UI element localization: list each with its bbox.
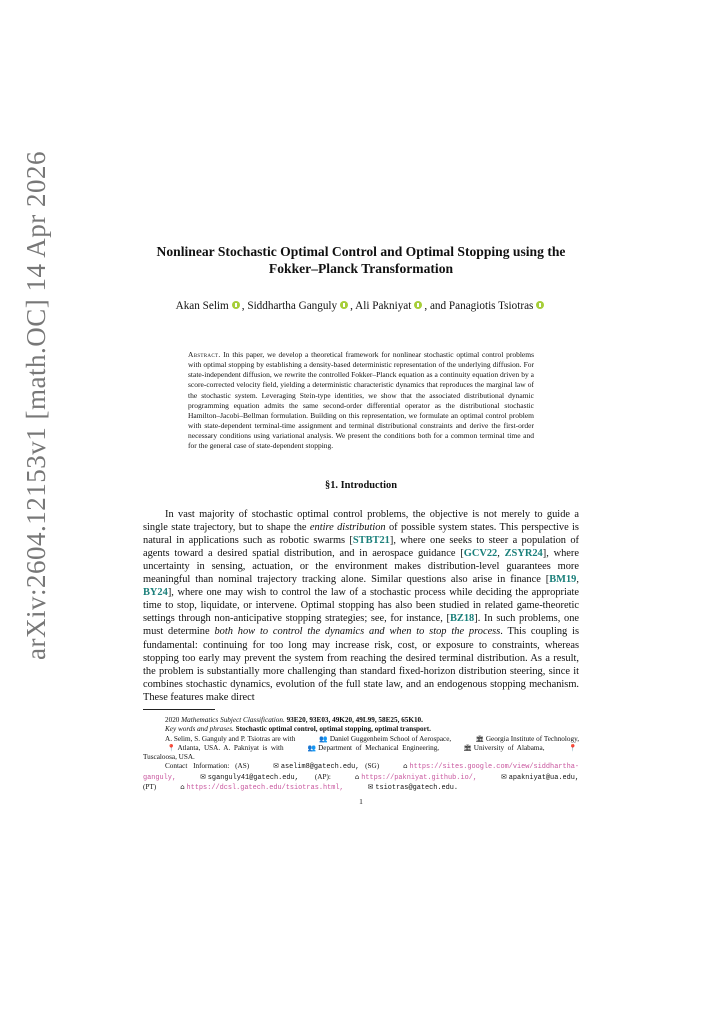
citation-link[interactable]: BM19 <box>549 574 577 586</box>
title-line-1: Nonlinear Stochastic Optimal Control and Optimal Stopping using the <box>156 244 566 259</box>
section-heading: §1. Introduction <box>325 479 397 491</box>
affiliation-footnote: A. Selim, S. Ganguly and P. Tsiotras are with 👥 Daniel Guggenheim School of Aerospace, 🏛 Georgia Institute of Technology,📍 Atlanta, USA. A. Pakniyat is with 👥 Department of Mechanical Engineering, 🏛 University of Alabama, 📍Tuscaloosa, USA. <box>143 734 580 762</box>
author-name: Siddhartha Ganguly <box>247 300 338 312</box>
footnote-rule <box>143 709 215 710</box>
intro-paragraph: In vast majority of stochastic optimal control problems, the objective is not merely to guide a single state trajectory, but to shape the entire distribution of possible system states. This perspective is natural in applications such as robotic swarms [STBT21], where one seeks to steer a population of agents toward a desired spatial distribution, and in aerospace guidance [GCV22, ZSYR24], where uncertainty in sensing, actuation, or the environment makes distribution-level guarantees more meaningful than nominal trajectory tracking alone. Similar questions also arise in finance [BM19, BY24], where one may wish to control the law of a stochastic process while deciding the appropriate time to stop, liquidate, or intervene. Optimal stopping has also been studied in related game-theoretic settings through non-anticipative stopping strategies; see, for instance, [BZ18]. In such problems, one must determine both how to control the dynamics and when to stop the process. This coupling is fundamental: continuing for too long may increase risk, cost, or exposure to constraints, whereas stopping too early may prevent the system from reaching the desired terminal distribution. As a result, the problem is substantially more challenging than standard fixed-horizon distribution steering, since it combines stochastic dynamics, evolution of the full state law, and an endogenous stopping mechanism. These features make direct <box>143 508 579 703</box>
email-link[interactable]: apakniyat@ua.edu, <box>508 773 579 782</box>
home-icon: ⌂ <box>354 772 360 781</box>
orcid-icon[interactable] <box>536 301 544 309</box>
author-name: Ali Pakniyat <box>355 300 412 312</box>
home-icon: ⌂ <box>180 783 185 792</box>
citation-link[interactable]: BY24 <box>143 587 168 599</box>
home-icon: ⌂ <box>403 762 408 771</box>
footnotes <box>143 716 579 793</box>
citation-link[interactable]: BZ18 <box>450 613 475 625</box>
envelope-icon: ✉ <box>501 772 507 781</box>
citation-link[interactable]: GCV22 <box>463 547 498 559</box>
email-link[interactable]: tsiotras@gatech.edu. <box>375 784 459 793</box>
contact-footnote: Contact Information: (AS) ✉ aselim8@gatech.edu, (SG) ⌂ https://sites.google.com/view/siddhartha-ganguly, ✉ sganguly41@gatech.edu, (AP): ⌂ https://pakniyat.github.io/, ✉ apakniyat@ua.edu, (PT) ⌂ https://dcsl.gatech.edu/tsiotras.html, ✉ tsiotras@gatech.edu. <box>143 762 580 793</box>
orcid-icon[interactable] <box>232 301 240 309</box>
envelope-icon: ✉ <box>200 772 206 781</box>
author-list: Akan Selim , Siddhartha Ganguly , Ali Pakniyat , and Panagiotis Tsiotras <box>143 299 579 313</box>
homepage-link[interactable]: https://pakniyat.github.io/, <box>361 773 477 782</box>
email-link[interactable]: aselim8@gatech.edu, <box>280 763 360 772</box>
page-number: 1 <box>359 797 363 807</box>
map-pin-icon: 📍 <box>568 743 577 752</box>
envelope-icon: ✉ <box>273 762 279 771</box>
arxiv-identifier: arXiv:2604.12153v1 [math.OC] 14 Apr 2026 <box>21 151 51 660</box>
orcid-icon[interactable] <box>414 301 422 309</box>
homepage-link[interactable]: https://sites.google.com/view/siddhartha-ganguly, <box>143 763 580 782</box>
abstract-label: Abstract. <box>188 350 221 359</box>
orcid-icon[interactable] <box>340 301 348 309</box>
envelope-icon: ✉ <box>367 783 374 792</box>
institution-icon: 🏛 <box>463 743 472 752</box>
citation-link[interactable]: ZSYR24 <box>504 547 543 559</box>
author-name: Panagiotis Tsiotras <box>448 300 534 312</box>
institution-icon: 🏛 <box>475 734 484 743</box>
homepage-link[interactable]: https://dcsl.gatech.edu/tsiotras.html, <box>186 784 344 793</box>
paper-page <box>143 243 579 806</box>
msc-footnote: 2020 Mathematics Subject Classification. 93E20, 93E03, 49K20, 49L99, 58E25, 65K10. <box>165 715 423 724</box>
abstract <box>188 350 534 452</box>
citation-link[interactable]: STBT21 <box>352 534 390 546</box>
people-icon: 👥 <box>319 734 328 743</box>
people-icon: 👥 <box>307 743 317 752</box>
email-link[interactable]: sganguly41@gatech.edu, <box>207 773 299 782</box>
paper-title <box>143 243 579 277</box>
map-pin-icon: 📍 <box>167 743 176 752</box>
author-name: Akan Selim <box>175 300 229 312</box>
title-line-2: Fokker–Planck Transformation <box>268 261 454 276</box>
abstract-text: In this paper, we develop a theoretical framework for nonlinear stochastic optimal control problems with optimal stopping by establishing a density-based deterministic representation of the underlying diffusion. For state-independent diffusion, we rewrite the controlled Fokker–Planck equation as a continuity equation driven by a score-corrected velocity field, yielding a deterministic characteristic dynamics that reproduces the marginal law of the stochastic system. Leveraging Stein-type identities, we show that the associated distributional dynamic programming equation admits the same second-order differential operator as the distributional stochastic Hamilton–Jacobi–Bellman formulation. Building on this representation, we formulate an optimal control problem with state-dependent terminal-time assignment and terminal distributional constraints and derive the first-order necessary conditions using variational analysis. We present the conditions both for a common terminal time and for the general case of state-dependent stopping. <box>188 350 534 451</box>
keywords-footnote: Key words and phrases. Stochastic optimal control, optimal stopping, optimal transport. <box>165 725 431 734</box>
